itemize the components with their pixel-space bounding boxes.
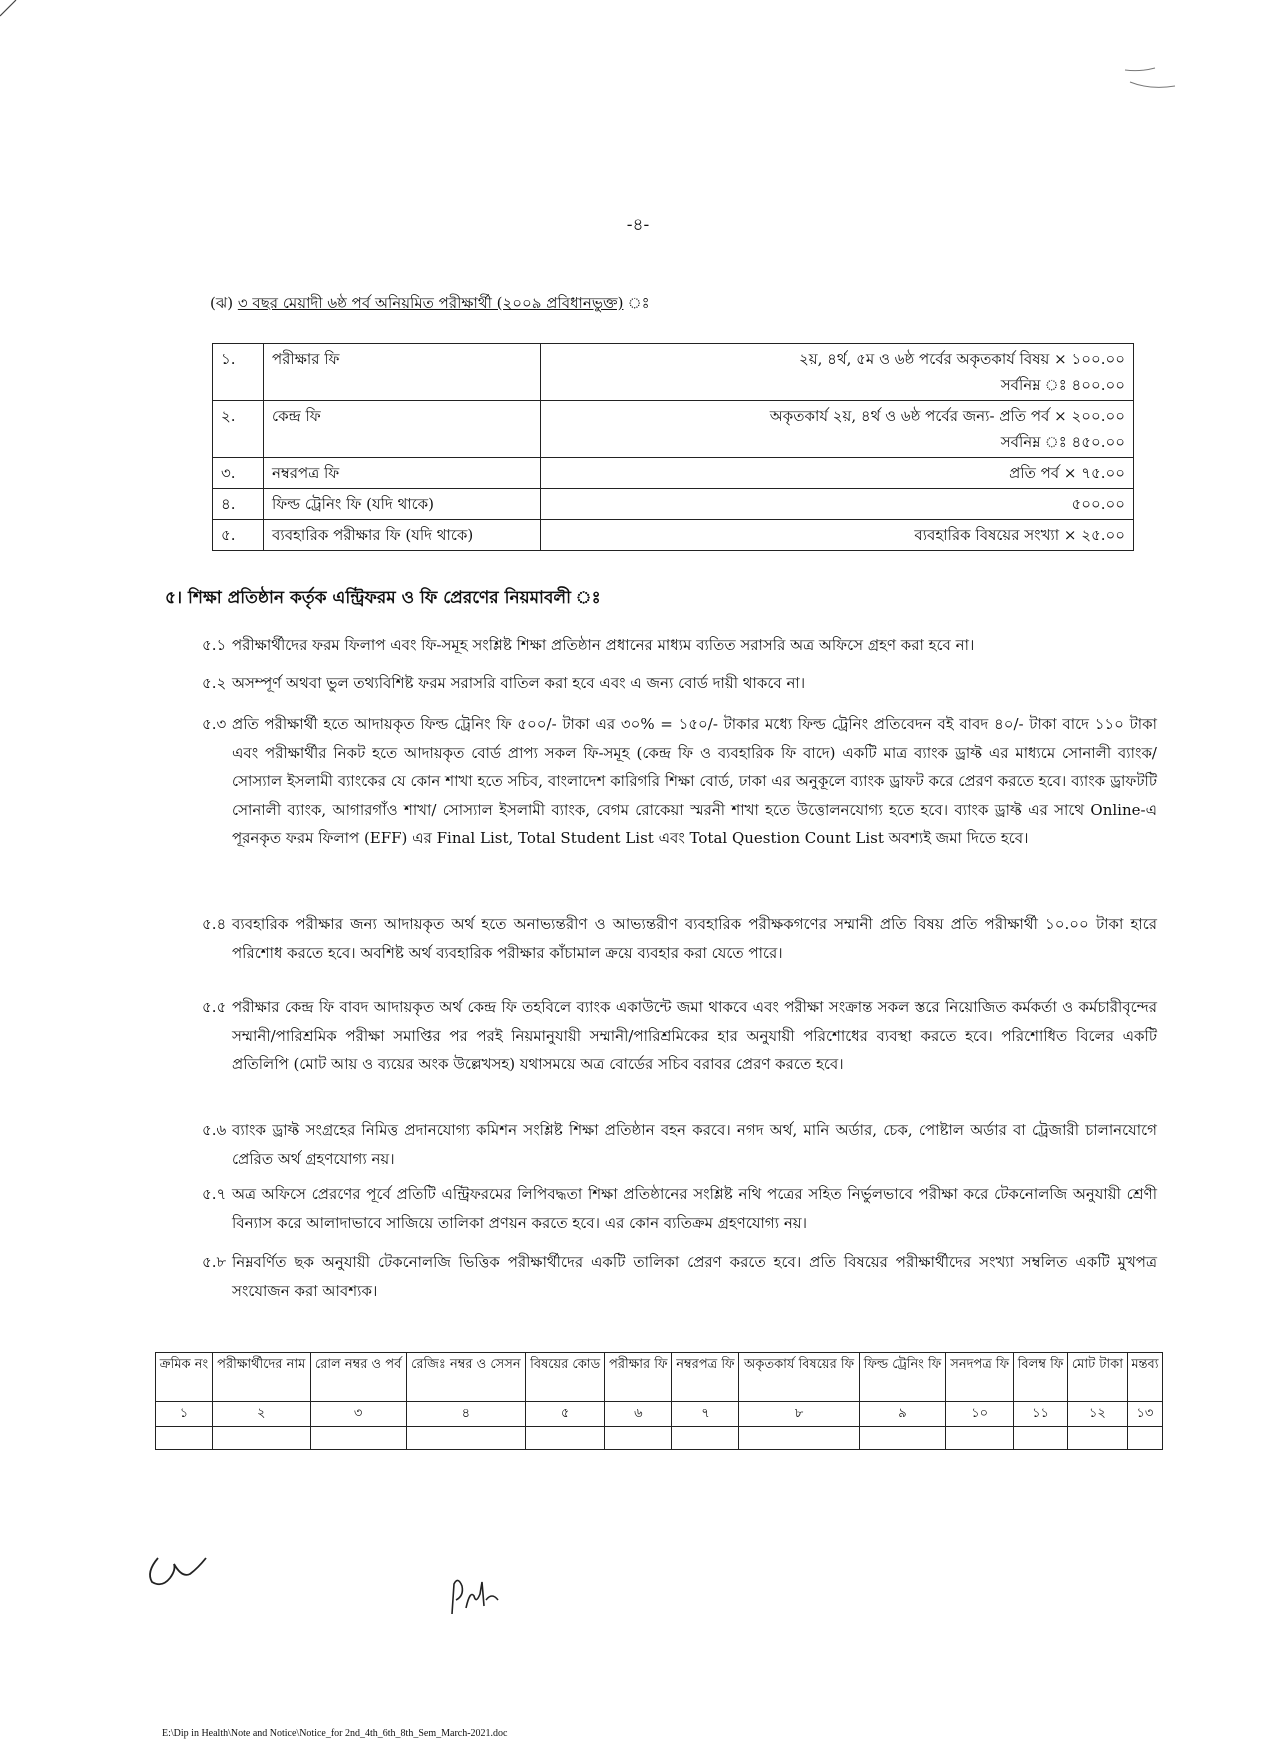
fee-row-detail: ব্যবহারিক বিষয়ের সংখ্যা × ২৫.০০ bbox=[541, 520, 1134, 551]
file-path-footer: E:\Dip in Health\Note and Notice\Notice_for 2nd_4th_6th_8th_Sem_March-2021.doc bbox=[162, 1728, 508, 1739]
rule-text: অসম্পূর্ণ অথবা ভুল তথ্যবিশিষ্ট ফরম সরাসরি বাতিল করা হবে এবং এ জন্য বোর্ড দায়ী থাকবে না। bbox=[232, 674, 806, 692]
format-empty-row bbox=[156, 1427, 1163, 1450]
rule-item bbox=[202, 1116, 1157, 1173]
format-empty-cell bbox=[859, 1427, 946, 1450]
format-number-cell: ৬ bbox=[605, 1402, 672, 1427]
rule-number: ৫.৫ bbox=[202, 998, 227, 1016]
format-header-cell: মোট টাকা bbox=[1068, 1353, 1128, 1402]
fee-row-detail: প্রতি পর্ব × ৭৫.০০ bbox=[541, 458, 1134, 489]
fee-detail-line: অকৃতকার্য ২য়, ৪র্থ ও ৬ষ্ঠ পর্বের জন্য- প্রতি পর্ব × ২০০.০০ bbox=[769, 407, 1125, 425]
format-number-cell: ৫ bbox=[526, 1402, 605, 1427]
fee-row bbox=[213, 489, 1134, 520]
scan-pen-mark bbox=[1120, 60, 1190, 100]
section-title: ৫। শিক্ষা প্রতিষ্ঠান কর্তৃক এন্ট্রিফরম ও ফি প্রেরণের নিয়মাবলী ঃ bbox=[165, 588, 601, 608]
format-empty-cell bbox=[1127, 1427, 1162, 1450]
candidate-list-format-table bbox=[155, 1352, 1163, 1450]
format-empty-cell bbox=[672, 1427, 739, 1450]
scan-edge-mark bbox=[0, 0, 20, 20]
fee-row-number: ২. bbox=[213, 401, 264, 458]
subheading-prefix: (ঝ) bbox=[210, 294, 234, 312]
rule-text: ব্যাংক ড্রাফ্ট সংগ্রহের নিমিত্ত প্রদানযোগ্য কমিশন সংশ্লিষ্ট শিক্ষা প্রতিষ্ঠান বহন করবে। নগদ অর্থ, মানি অর্ডার, চেক, পোষ্টাল অর্ডার বা ট্রেজারী চালানযোগে প্রেরিত অর্থ গ্রহণযোগ্য নয়। bbox=[232, 1121, 1157, 1168]
format-empty-cell bbox=[739, 1427, 859, 1450]
format-header-cell: সনদপত্র ফি bbox=[946, 1353, 1014, 1402]
format-header-cell: ফিল্ড ট্রেনিং ফি bbox=[859, 1353, 946, 1402]
format-empty-cell bbox=[946, 1427, 1014, 1450]
format-header-cell: রেজিঃ নম্বর ও সেসন bbox=[406, 1353, 526, 1402]
rule-text: ব্যবহারিক পরীক্ষার জন্য আদায়কৃত অর্থ হতে অনাভ্যন্তরীণ ও আভ্যন্তরীণ ব্যবহারিক পরীক্ষকগণের সম্মানী প্রতি বিষয় প্রতি পরীক্ষার্থী ১০.০০ টাকা হারে পরিশোধ করতে হবে। অবশিষ্ট অর্থ ব্যবহারিক পরীক্ষার কাঁচামাল ক্রয়ে ব্যবহার করা যেতে পারে। bbox=[232, 915, 1157, 962]
fee-table bbox=[212, 343, 1134, 551]
rule-item bbox=[202, 631, 1157, 660]
fee-row-number: ৫. bbox=[213, 520, 264, 551]
fee-row bbox=[213, 520, 1134, 551]
rule-number: ৫.২ bbox=[202, 674, 227, 692]
rule-text: নিম্নবর্ণিত ছক অনুযায়ী টেকনোলজি ভিত্তিক পরীক্ষার্থীদের একটি তালিকা প্রেরণ করতে হবে। প্রতি বিষয়ের পরীক্ষার্থীদের সংখ্যা সম্বলিত একটি মুখপত্র সংযোজন করা আবশ্যক। bbox=[232, 1253, 1157, 1300]
fee-detail-line: সর্বনিম্ন ঃ ৪০০.০০ bbox=[1000, 376, 1125, 394]
rule-text: অত্র অফিসে প্রেরণের পূর্বে প্রতিটি এন্ট্রিফরমের লিপিবদ্ধতা শিক্ষা প্রতিষ্ঠানের সংশ্লিষ্ট নথি পত্রের সহিত নির্ভুলভাবে পরীক্ষা করে টেকনোলজি অনুযায়ী শ্রেণী বিন্যাস করে আলাদাভাবে সাজিয়ে তালিকা প্রণয়ন করতে হবে। এর কোন ব্যতিক্রম গ্রহণযোগ্য নয়। bbox=[232, 1185, 1157, 1232]
format-empty-cell bbox=[310, 1427, 406, 1450]
format-number-cell: ১০ bbox=[946, 1402, 1014, 1427]
format-header-cell: পরীক্ষার্থীদের নাম bbox=[212, 1353, 310, 1402]
fee-detail-line: সর্বনিম্ন ঃ ৪৫০.০০ bbox=[1000, 433, 1125, 451]
fee-row-number: ৩. bbox=[213, 458, 264, 489]
fee-row-name: পরীক্ষার ফি bbox=[264, 344, 541, 401]
subheading bbox=[210, 292, 650, 317]
rule-item bbox=[202, 669, 1157, 698]
fee-row-name: নম্বরপত্র ফি bbox=[264, 458, 541, 489]
format-empty-cell bbox=[406, 1427, 526, 1450]
format-header-cell: নম্বরপত্র ফি bbox=[672, 1353, 739, 1402]
fee-row-name: ফিল্ড ট্রেনিং ফি (যদি থাকে) bbox=[264, 489, 541, 520]
fee-row-number: ৪. bbox=[213, 489, 264, 520]
format-number-cell: ২ bbox=[212, 1402, 310, 1427]
format-header-cell: মন্তব্য bbox=[1127, 1353, 1162, 1402]
format-header-cell: পরীক্ষার ফি bbox=[605, 1353, 672, 1402]
fee-row-detail bbox=[541, 401, 1134, 458]
format-empty-cell bbox=[526, 1427, 605, 1450]
rule-text: প্রতি পরীক্ষার্থী হতে আদায়কৃত ফিল্ড ট্রেনিং ফি ৫০০/- টাকা এর ৩০% = ১৫০/- টাকার মধ্যে ফিল্ড ট্রেনিং প্রতিবেদন বই বাবদ ৪০/- টাকা বাদে ১১০ টাকা এবং পরীক্ষার্থীর নিকট হতে আদায়কৃত বোর্ড প্রাপ্য সকল ফি-সমূহ (কেন্দ্র ফি ও ব্যবহারিক ফি বাদে) একটি মাত্র ব্যাংক ড্রাফ্ট এর মাধ্যমে সোনালী ব্যাংক/ সোস্যাল ইসলামী ব্যাংকের যে কোন শাখা হতে সচিব, বাংলাদেশ কারিগরি শিক্ষা বোর্ড, ঢাকা এর অনুকূলে ব্যাংক ড্রাফট করে প্রেরণ করতে হবে। ব্যাংক ড্রাফটটি সোনালী ব্যাংক, আগারগাঁও শাখা/ সোস্যাল ইসলামী ব্যাংক, বেগম রোকেয়া স্মরনী শাখা হতে উত্তোলনযোগ্য হতে হবে। ব্যাংক ড্রাফ্ট এর সাথে Online-এ পূরনকৃত ফরম ফিলাপ (EFF) এর Final List, Total Student List এবং Total Question Count List অবশ্যই জমা দিতে হবে। bbox=[232, 715, 1157, 847]
fee-row-detail bbox=[541, 344, 1134, 401]
fee-row bbox=[213, 401, 1134, 458]
fee-row-detail: ৫০০.০০ bbox=[541, 489, 1134, 520]
format-number-row bbox=[156, 1402, 1163, 1427]
rule-number: ৫.৭ bbox=[202, 1185, 227, 1203]
format-header-cell: বিষয়ের কোড bbox=[526, 1353, 605, 1402]
format-number-cell: ৭ bbox=[672, 1402, 739, 1427]
handwritten-initial-right bbox=[444, 1570, 504, 1625]
fee-row bbox=[213, 458, 1134, 489]
rule-number: ৫.১ bbox=[202, 636, 227, 654]
page-number: -৪- bbox=[626, 215, 650, 235]
format-header-cell: অকৃতকার্য বিষয়ের ফি bbox=[739, 1353, 859, 1402]
format-empty-cell bbox=[212, 1427, 310, 1450]
rule-item bbox=[202, 910, 1157, 967]
format-empty-cell bbox=[1014, 1427, 1068, 1450]
fee-row-number: ১. bbox=[213, 344, 264, 401]
rule-number: ৫.৪ bbox=[202, 915, 227, 933]
format-number-cell: ১২ bbox=[1068, 1402, 1128, 1427]
rule-number: ৫.৬ bbox=[202, 1121, 227, 1139]
fee-row-name: ব্যবহারিক পরীক্ষার ফি (যদি থাকে) bbox=[264, 520, 541, 551]
format-header-cell: বিলম্ব ফি bbox=[1014, 1353, 1068, 1402]
format-number-cell: ৪ bbox=[406, 1402, 526, 1427]
rule-item bbox=[202, 710, 1157, 853]
rule-text: পরীক্ষার কেন্দ্র ফি বাবদ আদায়কৃত অর্থ কেন্দ্র ফি তহবিলে ব্যাংক একাউন্টে জমা থাকবে এবং পরীক্ষা সংক্রান্ত সকল স্তরে নিয়োজিত কর্মকর্তা ও কর্মচারীবৃন্দের সম্মানী/পারিশ্রমিক পরীক্ষা সমাপ্তির পর পরই নিয়মানুযায়ী সম্মানী/পারিশ্রমিকের হার অনুযায়ী পরিশোধের ব্যবস্থা করতে হবে। পরিশোধিত বিলের একটি প্রতিলিপি (মোট আয় ও ব্যয়ের অংক উল্লেখসহ) যথাসময়ে অত্র বোর্ডের সচিব বরাবর প্রেরণ করতে হবে। bbox=[232, 998, 1158, 1073]
format-number-cell: ৩ bbox=[310, 1402, 406, 1427]
rule-text: পরীক্ষার্থীদের ফরম ফিলাপ এবং ফি-সমূহ সংশ্লিষ্ট শিক্ষা প্রতিষ্ঠান প্রধানের মাধ্যম ব্যতিত সরাসরি অত্র অফিসে গ্রহণ করা হবে না। bbox=[232, 636, 975, 654]
format-number-cell: ৮ bbox=[739, 1402, 859, 1427]
format-number-cell: ১৩ bbox=[1127, 1402, 1162, 1427]
subheading-text: ৩ বছর মেয়াদী ৬ষ্ঠ পর্ব অনিয়মিত পরীক্ষার্থী (২০০৯ প্রবিধানভুক্ত) bbox=[237, 294, 624, 312]
format-empty-cell bbox=[605, 1427, 672, 1450]
format-header-cell: ক্রমিক নং bbox=[156, 1353, 213, 1402]
format-number-cell: ১১ bbox=[1014, 1402, 1068, 1427]
rule-item bbox=[202, 1248, 1157, 1305]
rule-item bbox=[202, 1180, 1157, 1237]
handwritten-initial-left bbox=[144, 1548, 214, 1593]
rule-number: ৫.৩ bbox=[202, 715, 227, 733]
format-number-cell: ১ bbox=[156, 1402, 213, 1427]
fee-detail-line: ২য়, ৪র্থ, ৫ম ও ৬ষ্ঠ পর্বের অকৃতকার্য বিষয় × ১০০.০০ bbox=[799, 350, 1125, 368]
fee-row bbox=[213, 344, 1134, 401]
format-empty-cell bbox=[1068, 1427, 1128, 1450]
format-number-cell: ৯ bbox=[859, 1402, 946, 1427]
rule-number: ৫.৮ bbox=[202, 1253, 227, 1271]
fee-row-name: কেন্দ্র ফি bbox=[264, 401, 541, 458]
format-empty-cell bbox=[156, 1427, 213, 1450]
format-header-row bbox=[156, 1353, 1163, 1402]
format-header-cell: রোল নম্বর ও পর্ব bbox=[310, 1353, 406, 1402]
rule-item bbox=[202, 993, 1157, 1079]
